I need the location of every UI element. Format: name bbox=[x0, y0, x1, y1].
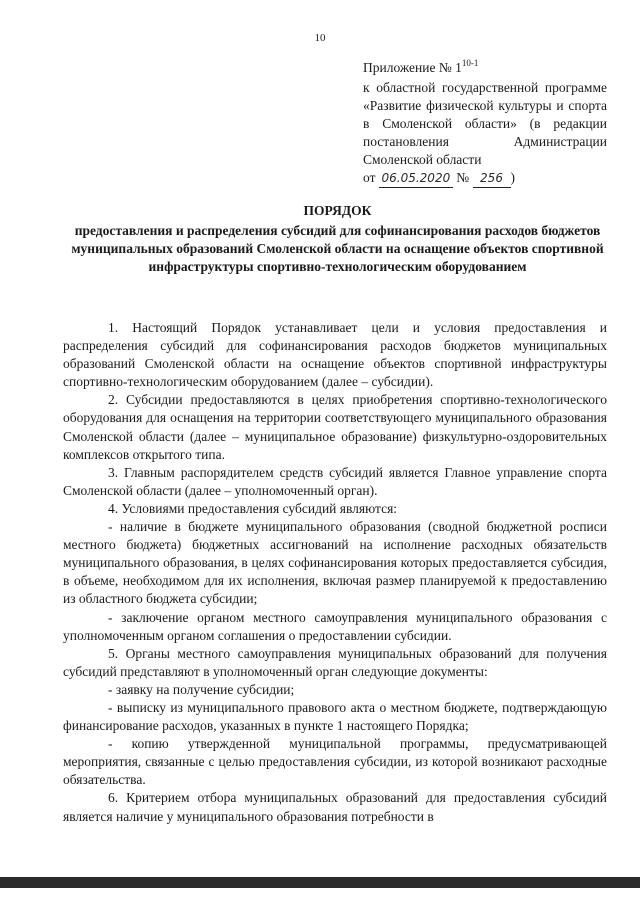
paragraph: 3. Главным распорядителем средств субсидий является Главное управление спорта Смоленской области (далее – уполномоченный орган). bbox=[63, 464, 607, 498]
list-item: - заключение органом местного самоуправления муниципального образования с уполномоченным органом соглашения о предоставлении субсидии. bbox=[63, 609, 607, 643]
document-subtitle: предоставления и распределения субсидий для софинансирования расходов бюджетов муниципальных образований Смоленской области на оснащение объектов спортивной инфраструктуры спортивно-технологическим оборудованием bbox=[71, 223, 604, 274]
handwritten-date: 06.05.2020 bbox=[379, 169, 453, 188]
document-heading: ПОРЯДОК bbox=[303, 203, 372, 218]
list-item: - наличие в бюджете муниципального образования (сводной бюджетной росписи местного бюджета) бюджетных ассигнований на исполнение расходных обязательств муниципального образования, в целях софинансирования которых предоставляется субсидия, в объеме, необходимом для их исполнения, включая размер планируемой к предоставлению из областного бюджета субсидии; bbox=[63, 519, 607, 607]
list-item: - выписку из муниципального правового акта о местном бюджете, подтверждающую финансирование расходов, указанных в пункте 1 настоящего Порядка; bbox=[63, 699, 607, 734]
paragraph: 2. Субсидии предоставляются в целях приобретения спортивно-технологического оборудования для оснащения на территории соответствующего муниципального образования Смоленской области (далее – муниципальное образование) физкультурно-оздоровительных комплексов открытого типа. bbox=[63, 392, 607, 462]
appendix-from-label: от bbox=[363, 170, 376, 185]
paragraph: 5. Органы местного самоуправления муниципальных образований для получения субсидий представляют в уполномоченный орган следующие документы: bbox=[63, 645, 607, 679]
list-item: - заявку на получение субсидии; bbox=[108, 681, 295, 697]
appendix-block bbox=[363, 54, 607, 188]
page-number: 10 bbox=[314, 32, 326, 44]
appendix-close-paren: ) bbox=[510, 170, 515, 185]
appendix-body: к областной государственной программе «Развитие физической культуры и спорта в Смоленской области» (в редакции постановления Администрации Смоленской области bbox=[363, 80, 607, 167]
appendix-title-superscript: 10-1 bbox=[461, 58, 479, 68]
list-item: - копию утвержденной муниципальной программы, предусматривающей мероприятия, связанные с целью предоставления субсидии, из которой возникают расходные обязательства. bbox=[63, 736, 607, 788]
appendix-signature-line bbox=[363, 169, 607, 188]
handwritten-number: 256 bbox=[473, 169, 511, 188]
document-body bbox=[63, 319, 607, 826]
appendix-number-label: № bbox=[456, 170, 470, 185]
paragraph: 4. Условиями предоставления субсидий являются: bbox=[108, 500, 398, 516]
document-title-block bbox=[70, 202, 605, 276]
appendix-title-line bbox=[363, 54, 607, 77]
paragraph: 1. Настоящий Порядок устанавливает цели и условия предоставления и распределения субсидий для софинансирования расходов бюджетов муниципальных образований Смоленской области на оснащение объектов спортивной инфраструктуры спортивно-технологическим оборудованием (далее – субсидии). bbox=[63, 320, 607, 390]
appendix-title: Приложение № 1 bbox=[363, 60, 462, 75]
paragraph: 6. Критерием отбора муниципальных образований для предоставления субсидий является наличие у муниципального образования потребности в bbox=[63, 790, 607, 824]
scan-bottom-band bbox=[0, 877, 640, 888]
